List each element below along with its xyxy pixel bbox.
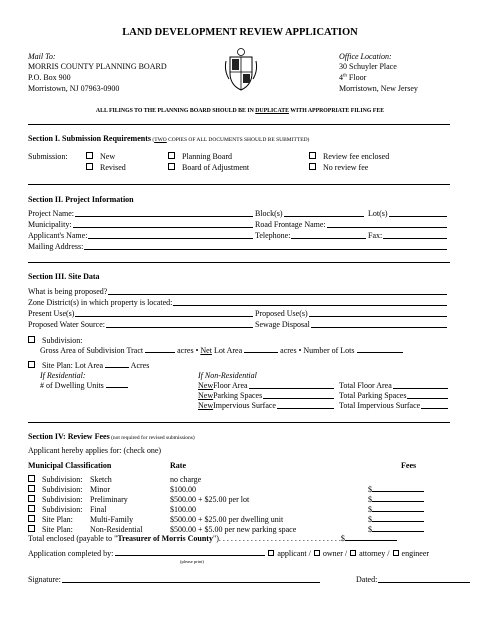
mail-line-1: MORRIS COUNTY PLANNING BOARD [28,62,167,71]
fee-checkbox[interactable] [28,525,35,532]
fee-subtype: Non-Residential [90,525,143,534]
fee-checkbox[interactable] [28,485,35,492]
dated-field[interactable]: Dated: [356,575,471,585]
page-title: LAND DEVELOPMENT REVIEW APPLICATION [122,27,358,38]
checkbox-site-plan[interactable]: Site Plan: Lot Area Acres [28,361,149,371]
checkbox-board-of-adjustment[interactable]: Board of Adjustment [168,163,249,173]
col-fees: Fees [401,461,417,470]
zone-district-field[interactable]: Zone District(s) in which property is located: [28,298,448,308]
filing-notice: ALL FILINGS TO THE PLANNING BOARD SHOULD BE IN DUPLICATE WITH APPROPRIATE FILING FEE [95,108,385,114]
fee-amount[interactable]: $ [368,525,424,535]
col-municipal-classification: Municipal Classification [28,461,112,470]
fee-amount[interactable]: $ [368,505,424,515]
mail-to-heading: Mail To: [28,52,56,61]
fee-amount[interactable]: $ [368,495,424,505]
section-2-heading: Section II. Project Information [28,195,134,204]
divider [28,124,450,125]
lot-field[interactable]: Lot(s) [368,209,448,219]
dwelling-units-field[interactable]: # of Dwelling Units [40,381,128,391]
fee-type: Site Plan: [42,525,73,534]
fee-type: Site Plan: [42,515,73,524]
project-name-field[interactable]: Project Name: [28,209,254,219]
office-heading: Office Location: [339,52,392,61]
checkbox-review-fee-enclosed[interactable]: Review fee enclosed [309,152,389,162]
fax-field[interactable]: Fax: [368,231,448,241]
fee-checkbox[interactable] [28,515,35,522]
divider [28,184,450,185]
fee-subtype: Preliminary [90,495,128,504]
checkbox-new[interactable]: New [86,152,115,162]
fee-type: Subdivision: [42,505,83,514]
fee-subtype: Minor [90,485,110,494]
submission-label: Submission: [28,152,68,161]
fee-rate: $500.00 + $25.00 per lot [170,495,250,504]
fee-subtype: Multi-Family [90,515,134,524]
mailing-address-field[interactable]: Mailing Address: [28,242,448,252]
fee-type: Subdivision: [42,485,83,494]
fee-checkbox[interactable] [28,495,35,502]
block-field[interactable]: Block(s) [255,209,365,219]
water-source-field[interactable]: Proposed Water Source: [28,320,254,330]
fee-amount[interactable]: $ [368,485,424,495]
sewage-disposal-field[interactable]: Sewage Disposal [255,320,448,330]
road-frontage-field[interactable]: Road Frontage Name: [255,220,448,230]
fee-rate: $100.00 [170,485,196,494]
proposed-use-field[interactable]: Proposed Use(s) [255,309,448,319]
new-parking-field[interactable]: New Parking Spaces [198,391,335,401]
fee-type: Subdivision: [42,475,83,484]
section-4-heading: Section IV: Review Fees (not required for revised submissions) [28,432,195,441]
fee-type: Subdivision: [42,495,83,504]
fee-checkbox[interactable] [28,475,35,482]
checkbox-no-review-fee[interactable]: No review fee [309,163,368,173]
present-use-field[interactable]: Present Use(s) [28,309,254,319]
divider [28,262,450,263]
total-impervious-field[interactable]: Total Impervious Surface [339,401,449,411]
total-enclosed: Total enclosed (payable to "Treasurer of Morris County"). . . . . . . . . . . . . . . . . . . . . . . . . . . . . . .$ [28,534,397,544]
signature-field[interactable]: Signature: [28,575,321,585]
fee-rate: no charge [170,475,202,484]
fee-rate: $500.00 + $25.00 per dwelling unit [170,515,284,524]
mail-line-3: Morristown, NJ 07963-0900 [28,84,120,93]
fee-amount[interactable]: $ [368,515,424,525]
subdivision-details: Gross Area of Subdivision Tract acres • Net Lot Area acres • Number of Lots [40,346,403,356]
applies-for-text: Applicant hereby applies for: (check one) [28,446,162,455]
office-line-2: 4th Floor [339,73,367,82]
col-rate: Rate [170,461,186,470]
please-print-note: (please print) [180,559,204,564]
divider [28,422,450,423]
nonresidential-heading: If Non-Residential [198,371,257,380]
total-floor-area-field[interactable]: Total Floor Area [339,381,449,391]
office-line-1: 30 Schuyler Place [339,62,397,71]
office-line-3: Morristown, New Jersey [339,84,418,93]
checkbox-subdivision[interactable]: Subdivision: [28,336,82,346]
fee-rate: $500.00 + $5.00 per new parking space [170,525,297,534]
new-floor-area-field[interactable]: New Floor Area [198,381,335,391]
telephone-field[interactable]: Telephone: [255,231,367,241]
total-parking-field[interactable]: Total Parking Spaces [339,391,449,401]
checkbox-revised[interactable]: Revised [86,163,126,173]
new-impervious-field[interactable]: New Impervious Surface [198,401,335,411]
fee-subtype: Sketch [90,475,112,484]
county-seal-icon [224,47,258,93]
fee-subtype: Final [90,505,107,514]
checkbox-planning-board[interactable]: Planning Board [168,152,232,162]
municipality-field[interactable]: Municipality: [28,220,254,230]
fee-checkbox[interactable] [28,505,35,512]
mail-line-2: P.O. Box 900 [28,73,71,82]
applicant-name-field[interactable]: Applicant's Name: [28,231,254,241]
fee-rate: $100.00 [170,505,196,514]
application-completed-by[interactable]: Application completed by: applicant / owner / attorney / engineer [28,549,430,558]
section-3-heading: Section III. Site Data [28,272,100,281]
section-1-heading: Section I. Submission Requirements (TWO COPIES OF ALL DOCUMENTS SHOULD BE SUBMITTED) [28,134,310,143]
proposed-field[interactable]: What is being proposed? [28,287,448,297]
residential-heading: If Residential: [40,371,86,380]
